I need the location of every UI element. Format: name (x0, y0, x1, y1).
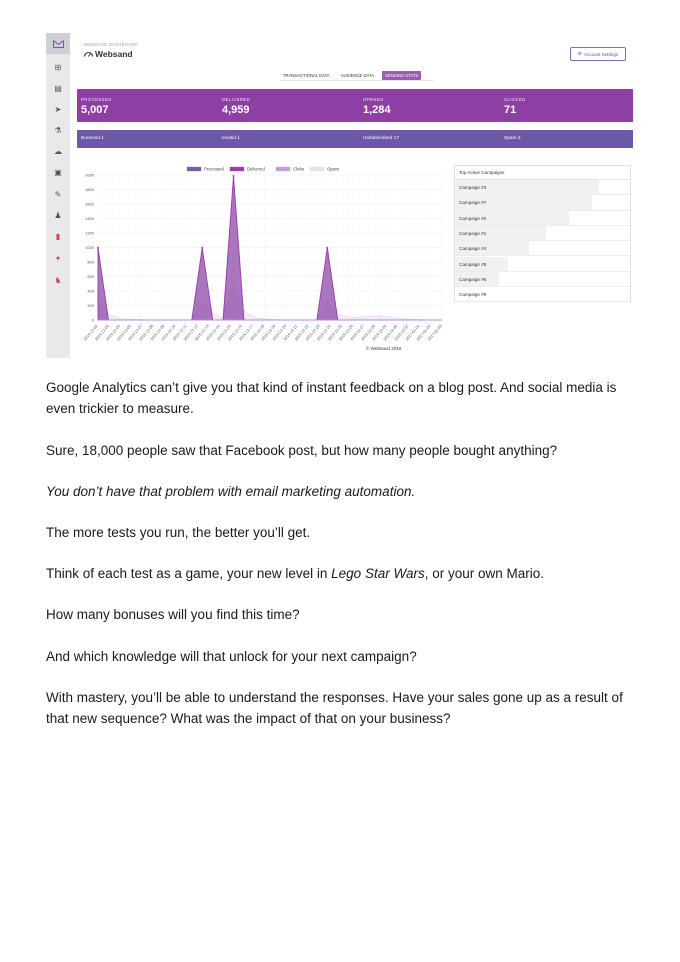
x-tick-label: 2017-01-01 (405, 324, 421, 342)
campaign-name: Campaign #1 (459, 230, 487, 236)
paragraph-2: Sure, 18,000 people saw that Facebook post, but how many people bought anything? (46, 443, 558, 458)
data-point (264, 318, 266, 320)
paragraph-4: The more tests you run, the better you’ll get. (46, 525, 311, 540)
x-tick-label: 2016-12-24 (316, 324, 332, 342)
campaign-name: Campaign #9 (459, 292, 487, 298)
stat-card-opened (359, 89, 519, 122)
tab-audience-data[interactable]: AUDIENCE DATA (340, 73, 375, 78)
x-tick-label: 2016-12-25 (327, 324, 343, 342)
data-point (97, 247, 99, 249)
user-plus-icon[interactable]: ♟ (54, 210, 62, 220)
y-tick-label: 1600 (85, 201, 94, 207)
x-tick-label: 2016-12-11 (172, 324, 188, 342)
chart-icon[interactable]: ▮ (55, 231, 61, 241)
data-point (201, 247, 203, 249)
paragraph-7: And which knowledge will that unlock for your next campaign? (46, 649, 417, 664)
y-tick-label: 200 (87, 303, 94, 308)
campaign-row[interactable] (455, 241, 630, 256)
x-tick-label: 2017-01-02 (416, 324, 432, 342)
y-tick-label: 2000 (85, 172, 94, 178)
legend-label-opens: Opens (327, 166, 340, 172)
x-tick-label: 2017-01-03 (427, 324, 443, 342)
x-tick-label: 2016-12-31 (393, 324, 410, 342)
x-tick-label: 2016-12-23 (305, 324, 321, 342)
campaign-name: Campaign #4 (459, 246, 487, 252)
account-settings-button[interactable] (570, 47, 626, 61)
paragraph-3-text: You don’t have that problem with email marketing automation. (46, 484, 416, 499)
data-point (379, 315, 381, 317)
x-tick-label: 2016-12-08 (138, 324, 155, 342)
stat-label: PROCESSED (81, 97, 112, 102)
users-icon[interactable]: ♞ (54, 275, 62, 285)
stat-card-clicked (500, 89, 633, 122)
legend-swatch-opens (310, 167, 324, 171)
tab-bar (280, 71, 432, 80)
x-tick-label: 2016-12-22 (294, 324, 310, 342)
x-tick-label: 2016-12-19 (260, 324, 277, 342)
data-point (233, 176, 235, 178)
x-tick-label: 2016-12-28 (360, 324, 377, 342)
data-point (358, 317, 360, 319)
x-tick-label: 2016-12-12 (183, 324, 199, 342)
x-tick-label: 2016-12-13 (194, 324, 210, 342)
series-area-processed (98, 176, 442, 320)
sitemap-icon[interactable]: ⊞ (54, 62, 62, 72)
data-point (389, 316, 391, 318)
x-tick-label: 2016-12-09 (149, 324, 166, 342)
x-tick-label: 2016-12-10 (160, 324, 177, 342)
game-title: Lego Star Wars (331, 566, 425, 581)
x-tick-label: 2016-12-05 (116, 324, 133, 342)
campaign-row[interactable] (455, 180, 630, 195)
paragraph-5-end: , or your own Mario. (424, 566, 544, 581)
campaign-row[interactable] (455, 287, 630, 302)
y-tick-label: 1200 (85, 230, 94, 236)
stat-value: 4,959 (222, 104, 250, 116)
campaign-name: Campaign #2 (459, 215, 487, 221)
legend-label-clicks: Clicks (293, 166, 305, 172)
legend-label-processed: Processed (204, 166, 224, 172)
y-tick-label: 1400 (85, 216, 94, 221)
cloud-upload-icon[interactable]: ☁ (54, 146, 62, 156)
y-tick-label: 600 (87, 274, 94, 279)
x-tick-label: 2016-12-04 (105, 324, 121, 342)
substat-invalid: Invalid 1 (218, 130, 378, 148)
y-tick-label: 0 (91, 317, 94, 323)
sending-stats-chart (72, 163, 450, 358)
wrench-icon[interactable]: ✎ (54, 189, 62, 199)
stat-value: 5,007 (81, 104, 109, 116)
legend-swatch-clicks (276, 167, 290, 171)
top-campaigns-title: Top Active Campaigns (455, 166, 630, 180)
magic-wand-icon[interactable]: ✦ (54, 253, 62, 263)
legend-swatch-processed (187, 167, 201, 171)
campaign-row[interactable] (455, 272, 630, 287)
series-area-opens (98, 284, 442, 320)
stat-label: OPENED (363, 97, 384, 102)
top-campaigns-panel (454, 165, 631, 302)
x-tick-label: 2016-12-15 (216, 324, 232, 342)
dashboard-kicker: WEBSAND DASHBOARD (84, 42, 138, 47)
stat-card-delivered (218, 89, 378, 122)
x-tick-label: 2016-12-07 (127, 324, 144, 342)
brand (84, 49, 133, 59)
substat-bounced: Bounced 1 (77, 130, 237, 148)
flask-icon[interactable]: ⚗ (54, 125, 62, 135)
envelope-icon[interactable] (46, 33, 70, 54)
y-tick-label: 400 (87, 288, 94, 294)
sidebar (46, 33, 70, 358)
x-tick-label: 2016-12-27 (349, 324, 366, 342)
data-point (347, 316, 349, 318)
series-area-delivered (98, 177, 442, 320)
data-point (399, 318, 401, 320)
campaign-name: Campaign #5 (459, 261, 487, 267)
x-tick-label: 2016-12-03 (94, 324, 110, 342)
websand-logo-icon (84, 51, 93, 57)
campaign-name: Campaign #6 (459, 276, 487, 282)
paragraph-5-start: Think of each test as a game, your new level in (46, 566, 332, 581)
paragraph-3 (46, 481, 636, 502)
y-tick-label: 800 (87, 259, 94, 265)
campaign-row[interactable] (455, 226, 630, 241)
campaign-row[interactable] (455, 211, 630, 226)
substat-unsubscribed: Unsubscribed 17 (359, 130, 519, 148)
x-tick-label: 2016-12-29 (371, 324, 388, 342)
x-tick-label: 2016-12-30 (382, 324, 399, 342)
data-point (326, 247, 328, 249)
paragraph-6: How many bonuses will you find this time? (46, 607, 300, 622)
stat-label: CLICKED (504, 97, 526, 102)
campaign-name: Campaign #7 (459, 200, 487, 206)
campaign-row[interactable] (455, 195, 630, 210)
brand-name: Websand (95, 49, 133, 59)
tab-divider (280, 80, 434, 81)
data-point (368, 315, 370, 317)
stat-label: DELIVERED (222, 97, 251, 102)
document-icon[interactable]: ▤ (54, 83, 62, 93)
data-point (118, 318, 120, 320)
paragraph-1: Google Analytics can’t give you that kind of instant feedback on a blog post. And social media is even trickier to measure. (46, 380, 617, 416)
stat-value: 71 (504, 104, 517, 116)
account-settings-label: Account Settings (583, 51, 619, 57)
x-tick-label: 2016-12-14 (205, 324, 221, 342)
tab-transactional-data[interactable]: TRANSACTIONAL DATA (283, 73, 330, 78)
campaign-row[interactable] (455, 257, 630, 272)
legend-swatch-delivered (230, 167, 244, 171)
x-tick-label: 2016-12-26 (338, 324, 354, 342)
substat-spam: Spam 2 (500, 130, 633, 148)
copyright: © Websand 2016 (366, 346, 402, 351)
legend-label-delivered: Delivered (247, 166, 265, 172)
stat-card-processed (77, 89, 237, 122)
y-tick-label: 1800 (85, 187, 94, 192)
tab-sending-stats[interactable]: SENDING STATS (382, 71, 421, 80)
paragraph-8: With mastery, you’ll be able to understand the responses. Have your sales gone up as a result of that new sequence? What was the impact of that on your business? (46, 690, 623, 726)
x-tick-label: 2016-12-16 (227, 324, 244, 342)
x-tick-label: 2016-12-18 (249, 324, 266, 342)
paragraph-5 (46, 563, 636, 584)
stat-value: 1,284 (363, 104, 391, 116)
data-point (253, 316, 255, 318)
campaign-name: Campaign #3 (459, 185, 487, 190)
x-tick-label: 2016-12-02 (83, 324, 99, 342)
x-tick-label: 2016-12-21 (282, 324, 299, 342)
send-icon[interactable]: ➤ (54, 104, 62, 114)
x-tick-label: 2016-12-17 (238, 324, 255, 342)
card-icon[interactable]: ▣ (54, 167, 62, 177)
x-tick-label: 2016-12-20 (271, 324, 288, 342)
dashboard-screenshot (46, 33, 633, 358)
y-tick-label: 1000 (85, 245, 94, 250)
gear-icon: ⚙ (577, 51, 582, 56)
